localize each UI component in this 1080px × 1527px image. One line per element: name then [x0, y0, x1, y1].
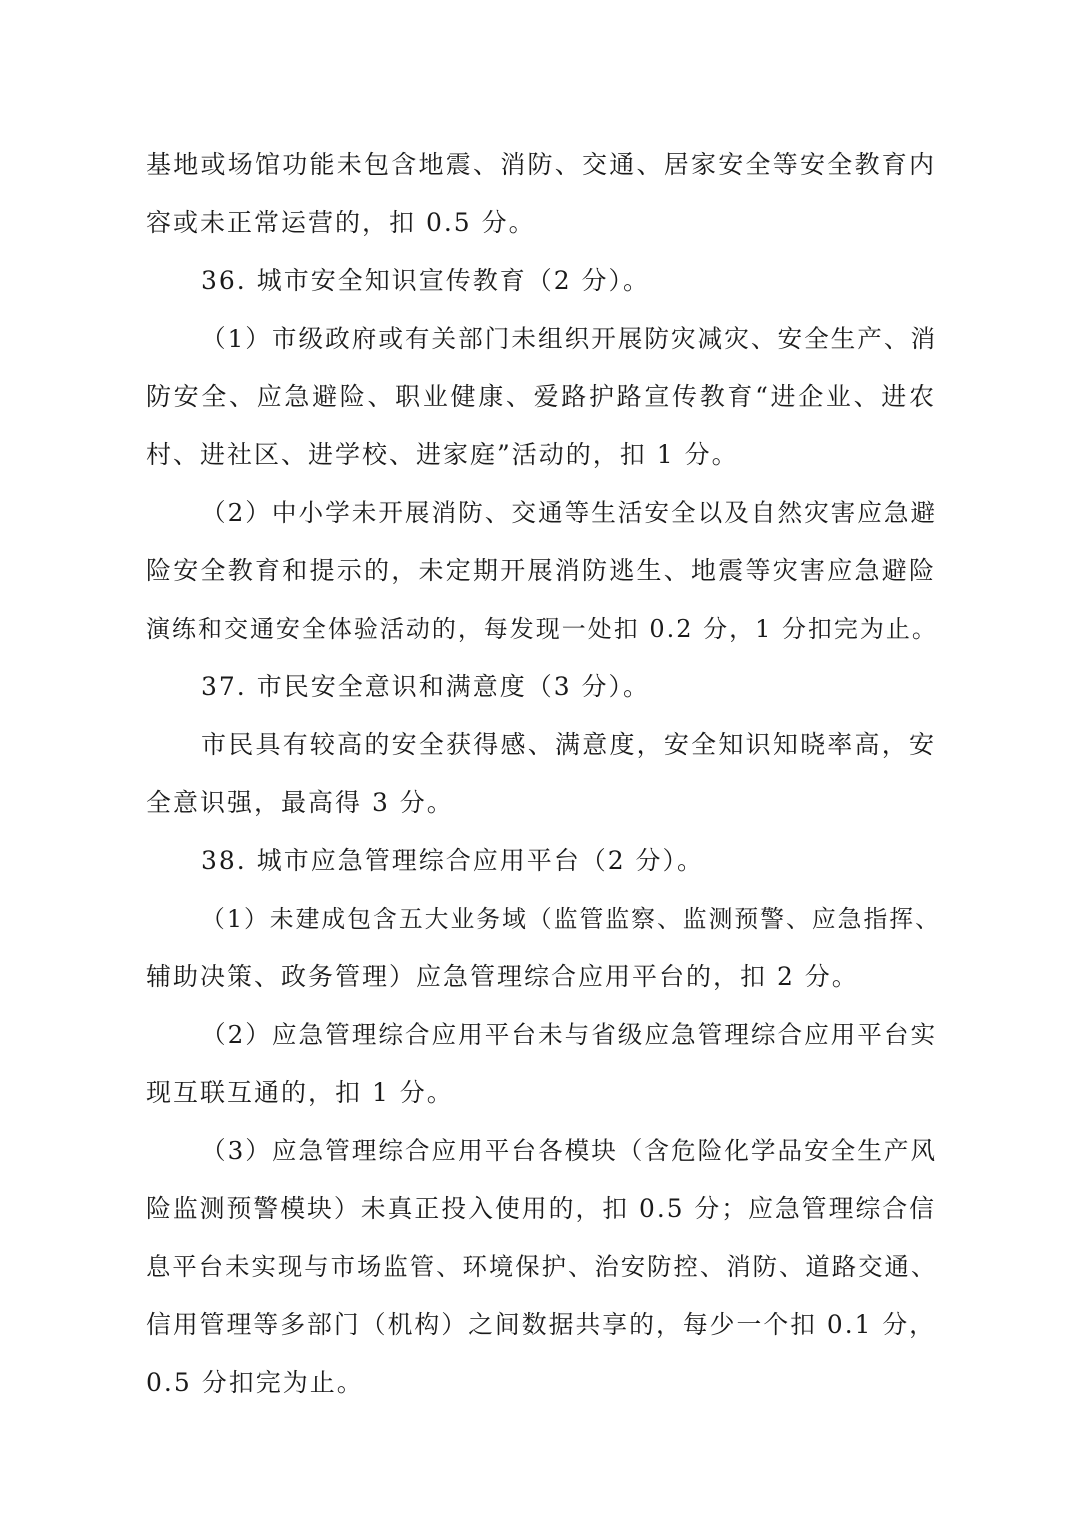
text-line: 容或未正常运营的，扣 0.5 分。 — [146, 208, 536, 237]
text-line: （2）中小学未开展消防、交通等生活安全以及自然灾害应急避 — [201, 498, 938, 527]
text-line: 村、进社区、进学校、进家庭”活动的，扣 1 分。 — [146, 440, 739, 469]
text-line: 36. 城市安全知识宣传教育（2 分）。 — [201, 266, 651, 295]
text-line: 全意识强，最高得 3 分。 — [146, 788, 454, 817]
text-line: （3）应急管理综合应用平台各模块（含危险化学品安全生产风 — [201, 1136, 938, 1165]
text-line: 基地或场馆功能未包含地震、消防、交通、居家安全等安全教育内 — [146, 150, 936, 179]
text-line: （2）应急管理综合应用平台未与省级应急管理综合应用平台实 — [201, 1020, 938, 1049]
text-line: （1）未建成包含五大业务域（监管监察、监测预警、应急指挥、 — [201, 905, 941, 933]
text-line: 演练和交通安全体验活动的，每发现一处扣 0.2 分，1 分扣完为止。 — [146, 615, 938, 643]
text-line: 险安全教育和提示的，未定期开展消防逃生、地震等灾害应急避险 — [146, 556, 936, 585]
text-line: 市民具有较高的安全获得感、满意度，安全知识知晓率高，安 — [201, 730, 936, 759]
text-line: 险监测预警模块）未真正投入使用的，扣 0.5 分；应急管理综合信 — [146, 1194, 936, 1223]
text-line: 0.5 分扣完为止。 — [146, 1368, 364, 1397]
text-line: 38. 城市应急管理综合应用平台（2 分）。 — [201, 846, 705, 875]
text-line: （1）市级政府或有关部门未组织开展防灾减灾、安全生产、消 — [201, 324, 938, 353]
text-line: 信用管理等多部门（机构）之间数据共享的，每少一个扣 0.1 分， — [146, 1310, 936, 1339]
text-line: 37. 市民安全意识和满意度（3 分）。 — [201, 672, 651, 701]
text-line: 息平台未实现与市场监管、环境保护、治安防控、消防、道路交通、 — [146, 1252, 938, 1281]
document-body — [146, 136, 941, 1412]
text-line: 辅助决策、政务管理）应急管理综合应用平台的，扣 2 分。 — [146, 962, 859, 991]
text-line: 防安全、应急避险、职业健康、爱路护路宣传教育“进企业、进农 — [146, 382, 936, 411]
text-line: 现互联互通的，扣 1 分。 — [146, 1078, 454, 1107]
